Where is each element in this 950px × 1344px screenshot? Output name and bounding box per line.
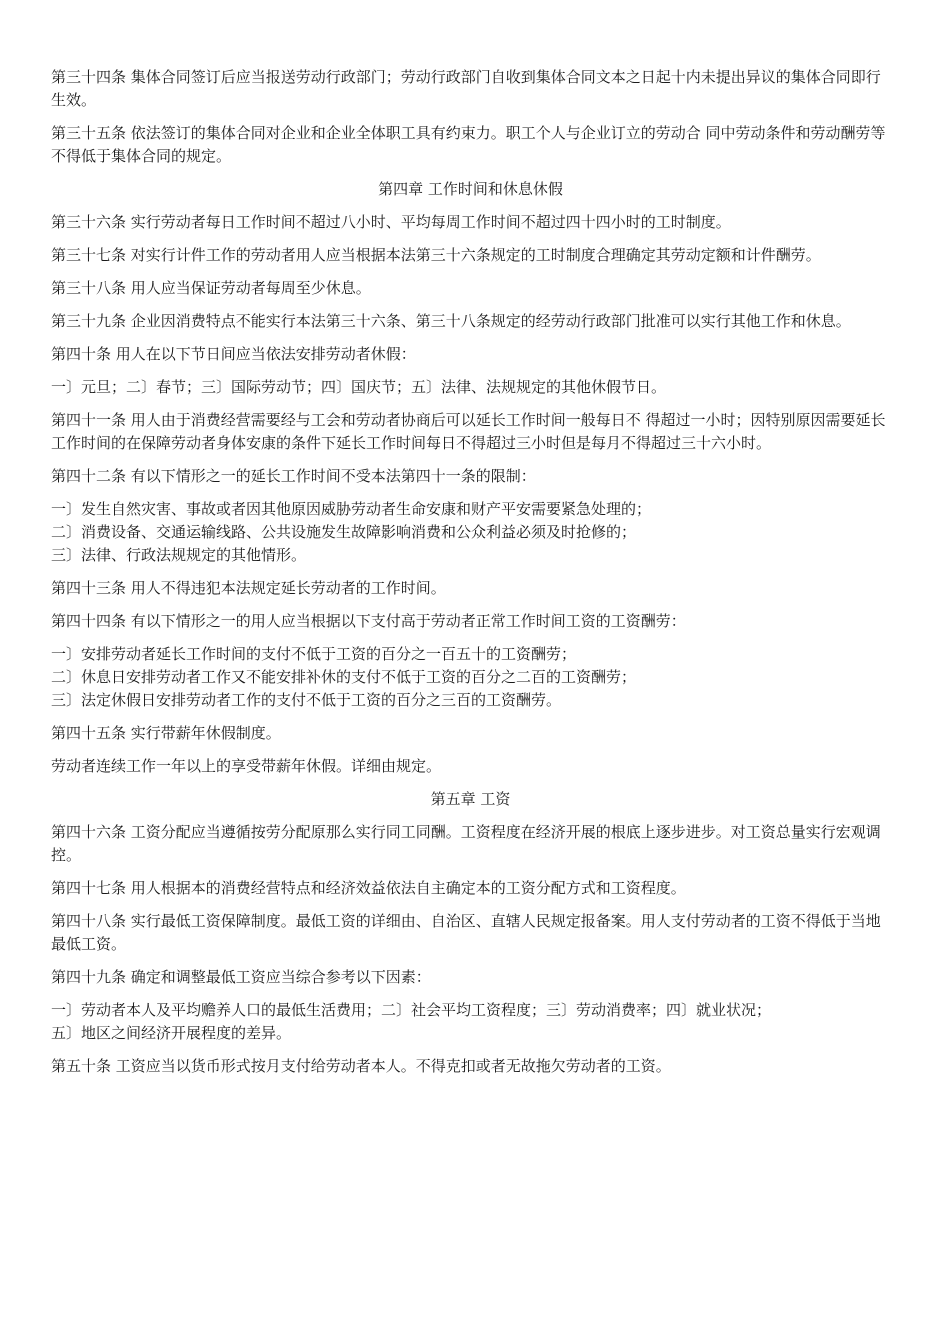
- article-47: 第四十七条 用人根据本的消费经营特点和经济效益依法自主确定本的工资分配方式和工资程度。: [51, 879, 686, 897]
- list-item: 一〕劳动者本人及平均赡养人口的最低生活费用；二〕社会平均工资程度；三〕劳动消费率；四〕就业状况；: [51, 1001, 772, 1019]
- list-item: 三〕法定休假日安排劳动者工作的支付不低于工资的百分之三百的工资酬劳。: [51, 691, 562, 709]
- article-41: 第四十一条 用人由于消费经营需要经与工会和劳动者协商后可以延长工作时间一般每日不 得超过一小时；因特别原因需要延长工作时间的在保障劳动者身体安康的条件下延长工作时间每日不得超过三小时但是每月不得超过三十六小时。: [51, 411, 886, 452]
- list-item: 一〕发生自然灾害、事故或者因其他原因威胁劳动者生命安康和财产平安需要紧急处理的；: [51, 500, 652, 518]
- article-40-list: 一〕元旦；二〕春节；三〕国际劳动节；四〕国庆节；五〕法律、法规规定的其他休假节日。: [51, 378, 667, 396]
- list-item: 二〕休息日安排劳动者工作又不能安排补休的支付不低于工资的百分之二百的工资酬劳；: [51, 668, 637, 686]
- article-38: 第三十八条 用人应当保证劳动者每周至少休息。: [51, 279, 371, 297]
- article-40: 第四十条 用人在以下节日间应当依法安排劳动者休假：: [51, 345, 416, 363]
- list-item: 三〕法律、行政法规规定的其他情形。: [51, 546, 307, 564]
- chapter-5-heading: 第五章 工资: [430, 790, 511, 808]
- article-46: 第四十六条 工资分配应当遵循按劳分配原那么实行同工同酬。工资程度在经济开展的根底上逐步进步。对工资总量实行宏观调控。: [51, 823, 881, 864]
- article-50: 第五十条 工资应当以货币形式按月支付给劳动者本人。不得克扣或者无故拖欠劳动者的工资。: [51, 1057, 671, 1075]
- article-36: 第三十六条 实行劳动者每日工作时间不超过八小时、平均每周工作时间不超过四十四小时的工时制度。: [51, 213, 731, 231]
- article-37: 第三十七条 对实行计件工作的劳动者用人应当根据本法第三十六条规定的工时制度合理确定其劳动定额和计件酬劳。: [51, 246, 821, 264]
- article-48: 第四十八条 实行最低工资保障制度。最低工资的详细由、自治区、直辖人民规定报备案。用人支付劳动者的工资不得低于当地最低工资。: [51, 912, 881, 953]
- article-34: 第三十四条 集体合同签订后应当报送劳动行政部门；劳动行政部门自收到集体合同文本之日起十内未提出异议的集体合同即行生效。: [51, 68, 881, 109]
- article-43: 第四十三条 用人不得违犯本法规定延长劳动者的工作时间。: [51, 579, 446, 597]
- article-45: 第四十五条 实行带薪年休假制度。: [51, 724, 281, 742]
- article-35: 第三十五条 依法签订的集体合同对企业和企业全体职工具有约束力。职工个人与企业订立的劳动合 同中劳动条件和劳动酬劳等不得低于集体合同的规定。: [51, 124, 886, 165]
- article-49-items: [51, 999, 890, 1045]
- article-39: 第三十九条 企业因消费特点不能实行本法第三十六条、第三十八条规定的经劳动行政部门批准可以实行其他工作和休息。: [51, 312, 851, 330]
- list-item: 二〕消费设备、交通运输线路、公共设施发生故障影响消费和公众利益必须及时抢修的；: [51, 523, 637, 541]
- article-49: 第四十九条 确定和调整最低工资应当综合参考以下因素：: [51, 968, 431, 986]
- article-44-items: [51, 643, 890, 712]
- list-item: 一〕安排劳动者延长工作时间的支付不低于工资的百分之一百五十的工资酬劳；: [51, 645, 577, 663]
- article-42-items: [51, 498, 890, 567]
- chapter-4-heading: 第四章 工作时间和休息休假: [378, 180, 563, 198]
- list-item: 五〕地区之间经济开展程度的差异。: [51, 1024, 292, 1042]
- article-45-paid-leave: 劳动者连续工作一年以上的享受带薪年休假。详细由规定。: [51, 757, 442, 775]
- article-44: 第四十四条 有以下情形之一的用人应当根据以下支付高于劳动者正常工作时间工资的工资酬劳：: [51, 612, 686, 630]
- article-42: 第四十二条 有以下情形之一的延长工作时间不受本法第四十一条的限制：: [51, 467, 536, 485]
